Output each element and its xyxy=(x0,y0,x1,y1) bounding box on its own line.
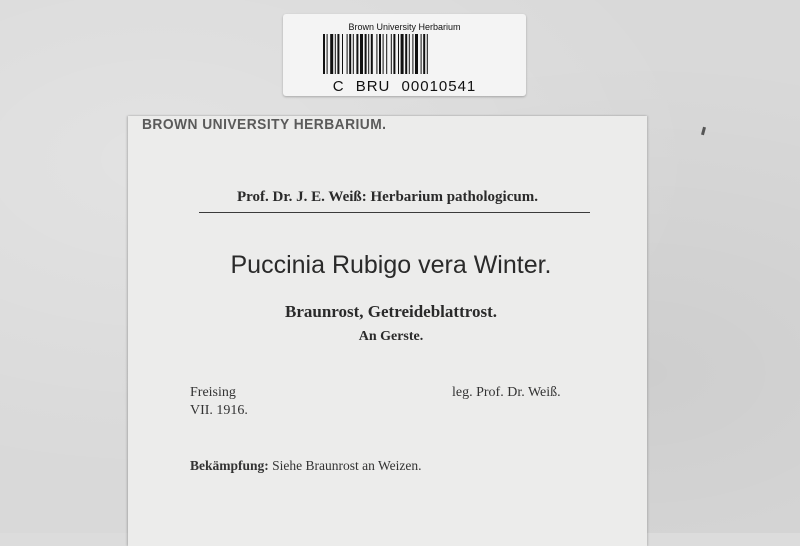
barcode-icon xyxy=(323,34,488,74)
barcode-bar xyxy=(409,34,410,74)
collector: leg. Prof. Dr. Weiß. xyxy=(452,385,561,400)
barcode-bar xyxy=(360,34,363,74)
barcode-bar xyxy=(353,34,354,74)
collection-date: VII. 1916. xyxy=(190,403,248,418)
herbarium-header: Prof. Dr. J. E. Weiß: Herbarium pathologicum. xyxy=(237,189,538,205)
barcode-bar xyxy=(347,34,348,74)
barcode-bar xyxy=(335,34,336,74)
barcode-bar xyxy=(383,34,384,74)
barcode-bar xyxy=(379,34,381,74)
control-text: Siehe Braunrost an Weizen. xyxy=(272,458,422,473)
header-divider xyxy=(199,212,590,213)
barcode-bar xyxy=(349,34,351,74)
barcode-bar xyxy=(386,34,387,74)
barcode-label xyxy=(283,14,526,96)
common-names: Braunrost, Getreideblattrost. xyxy=(284,302,497,321)
barcode-number: C BRU 00010541 xyxy=(332,78,477,95)
barcode-bar xyxy=(391,34,392,74)
barcode-bar xyxy=(393,34,395,74)
barcode-bar xyxy=(368,34,369,74)
barcode-bar xyxy=(421,34,422,74)
barcode-bar xyxy=(342,34,343,74)
barcode-bar xyxy=(337,34,339,74)
barcode-bar xyxy=(423,34,425,74)
barcode-bar xyxy=(412,34,413,74)
barcode-bar xyxy=(398,34,399,74)
barcode-bar xyxy=(365,34,367,74)
barcode-bar xyxy=(427,34,428,74)
barcode-bar xyxy=(376,34,377,74)
control-label: Bekämpfung: xyxy=(190,458,269,473)
barcode-bar xyxy=(415,34,418,74)
control-note xyxy=(190,458,422,474)
species-name: Puccinia Rubigo vera Winter. xyxy=(230,251,552,279)
specimen-label xyxy=(128,116,647,546)
barcode-bar xyxy=(323,34,325,74)
barcode-bar xyxy=(401,34,404,74)
herbarium-stamp: BROWN UNIVERSITY HERBARIUM. xyxy=(142,116,387,133)
locality: Freising xyxy=(190,385,236,400)
barcode-bar xyxy=(330,34,333,74)
barcode-bar xyxy=(405,34,407,74)
barcode-bar xyxy=(371,34,373,74)
barcode-bar xyxy=(327,34,328,74)
barcode-institution: Brown University Herbarium xyxy=(348,22,461,32)
host-plant: An Gerste. xyxy=(358,329,424,344)
barcode-bar xyxy=(356,34,358,74)
